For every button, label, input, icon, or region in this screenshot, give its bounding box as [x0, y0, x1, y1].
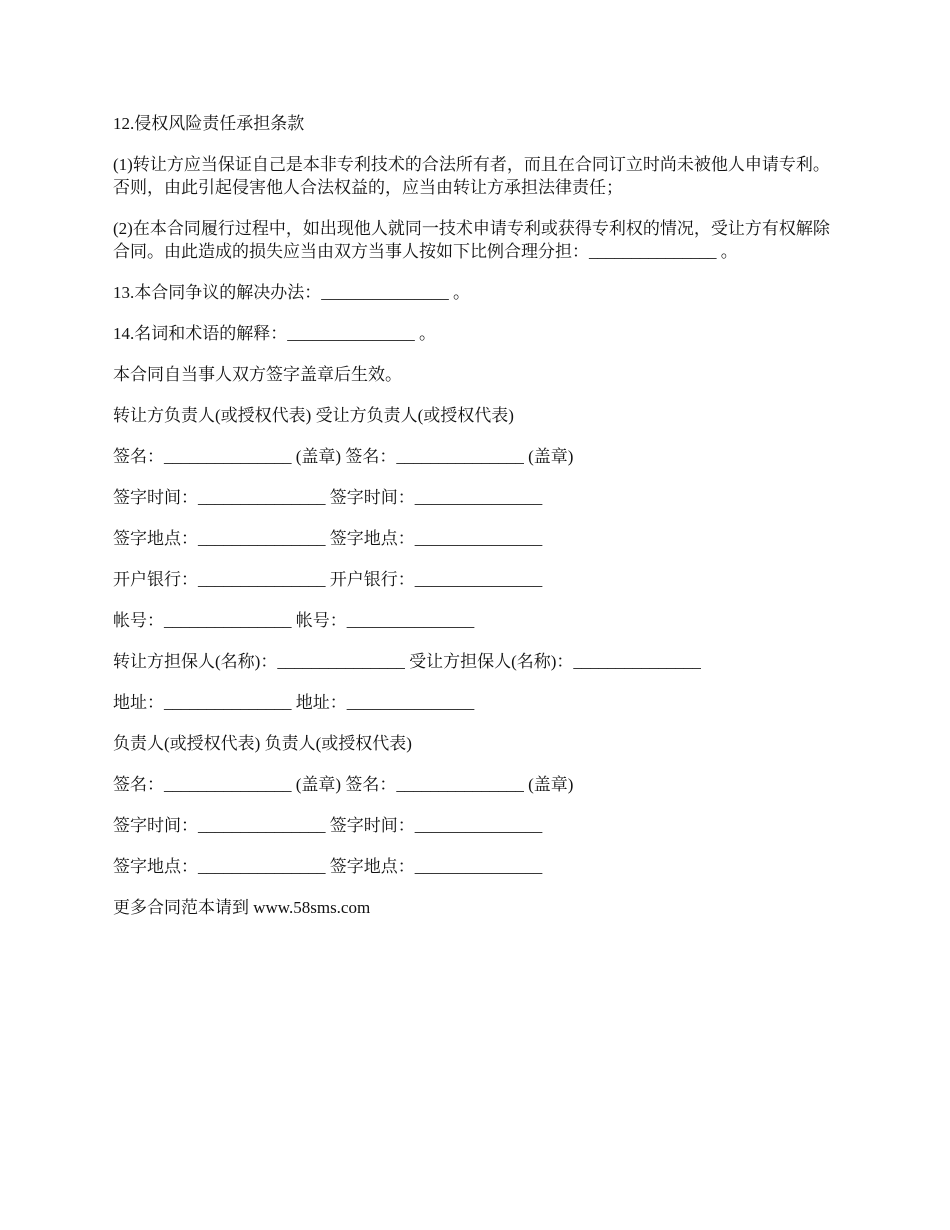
- signature-line: 签名：_______________ (盖章) 签名：_______________ (盖章): [113, 447, 574, 466]
- guarantor-signature-date-line: 签字时间：_______________ 签字时间：_______________: [113, 816, 543, 835]
- account-line: 帐号：_______________ 帐号：_______________: [113, 611, 475, 630]
- guarantor-representatives-heading: 负责人(或授权代表) 负责人(或授权代表): [113, 734, 412, 753]
- signature-date-line: 签字时间：_______________ 签字时间：_______________: [113, 488, 543, 507]
- clause-12-heading: 12.侵权风险责任承担条款: [113, 114, 305, 133]
- bank-line: 开户银行：_______________ 开户银行：_______________: [113, 570, 543, 589]
- clause-12-item-2: (2)在本合同履行过程中，如出现他人就同一技术申请专利或获得专利权的情况，受让方有权解除合同。由此造成的损失应当由双方当事人按如下比例合理分担：_______________ 。: [113, 219, 830, 261]
- signature-place-line: 签字地点：_______________ 签字地点：_______________: [113, 529, 543, 548]
- clause-12-item-1: (1)转让方应当保证自己是本非专利技术的合法所有者，而且在合同订立时尚未被他人申请专利。否则，由此引起侵害他人合法权益的，应当由转让方承担法律责任；: [113, 155, 830, 197]
- guarantor-signature-line: 签名：_______________ (盖章) 签名：_______________ (盖章): [113, 775, 574, 794]
- footer-more-templates: 更多合同范本请到 www.58sms.com: [113, 898, 371, 917]
- clause-13: 13.本合同争议的解决办法：_______________ 。: [113, 283, 470, 302]
- effective-statement: 本合同自当事人双方签字盖章后生效。: [113, 365, 402, 384]
- clause-14: 14.名词和术语的解释：_______________ 。: [113, 324, 436, 343]
- guarantor-line: 转让方担保人(名称)：_______________ 受让方担保人(名称)：_______________: [113, 652, 701, 671]
- address-line: 地址：_______________ 地址：_______________: [113, 693, 475, 712]
- guarantor-signature-place-line: 签字地点：_______________ 签字地点：_______________: [113, 857, 543, 876]
- document-body: [113, 112, 843, 937]
- representatives-heading: 转让方负责人(或授权代表) 受让方负责人(或授权代表): [113, 406, 514, 425]
